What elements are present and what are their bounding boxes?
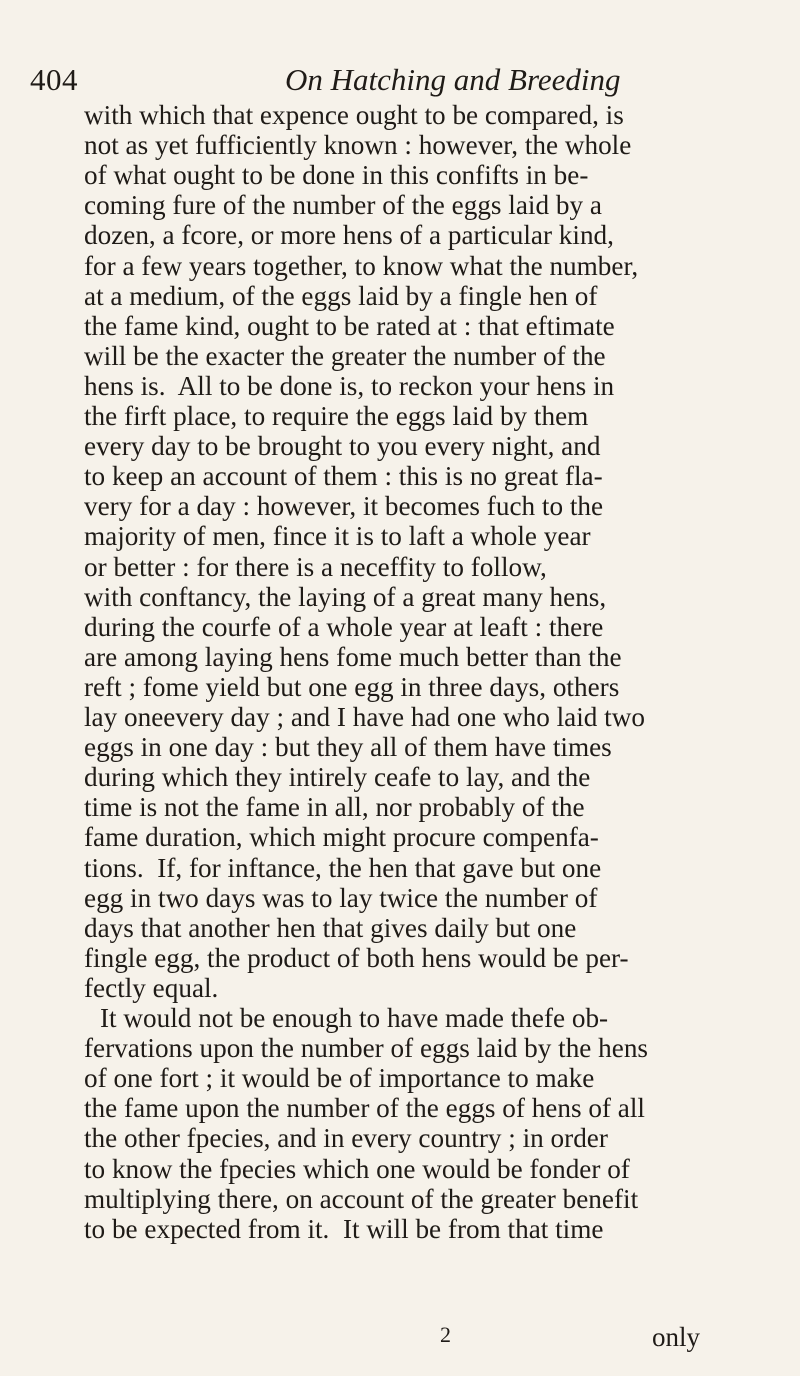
page-footer [0, 1322, 800, 1358]
text-line: egg in two days was to lay twice the number of [84, 882, 598, 913]
signature-mark: 2 [440, 1322, 451, 1347]
text-line: not as yet fufficiently known : however, the whole [84, 130, 632, 161]
text-line: of one fort ; it would be of importance to make [84, 1063, 595, 1094]
text-line: fervations upon the number of eggs laid by the hens [84, 1033, 649, 1064]
text-line: the fame kind, ought to be rated at : that eftimate [84, 310, 615, 341]
text-line: fame duration, which might procure compenfa- [84, 822, 599, 853]
text-line: dozen, a fcore, or more hens of a particular kind, [84, 220, 614, 251]
text-line: tions. If, for inftance, the hen that gave but one [84, 852, 602, 883]
text-line: to be expected from it. It will be from that time [84, 1213, 604, 1244]
text-line: for a few years together, to know what the number, [84, 250, 639, 281]
text-line: eggs in one day : but they all of them have times [84, 732, 612, 763]
page-number: 404 [30, 62, 78, 97]
text-line: coming fure of the number of the eggs laid by a [84, 190, 602, 221]
text-line: during the courfe of a whole year at leaft : there [84, 611, 604, 642]
text-line: lay oneevery day ; and I have had one who laid two [84, 702, 645, 732]
running-head: On Hatching and Breeding [285, 62, 621, 97]
text-line: the firft place, to require the eggs laid by them [84, 401, 589, 431]
text-line: are among laying hens fome much better than the [84, 641, 622, 672]
text-line: every day to be brought to you every night, and [84, 431, 601, 462]
text-line: to keep an account of them : this is no great fla- [84, 461, 603, 492]
text-line: will be the exacter the greater the number of the [84, 340, 606, 371]
text-line: It would not be enough to have made thefe ob- [100, 1003, 609, 1033]
catchword: only [652, 1322, 701, 1352]
text-line: hens is. All to be done is, to reckon your hens in [84, 370, 615, 401]
text-line: reft ; fome yield but one egg in three days, others [84, 671, 620, 702]
text-line: with which that expence ought to be compared, is [84, 100, 624, 130]
text-line: time is not the fame in all, nor probably of the [84, 792, 585, 823]
text-line: fingle egg, the product of both hens would be per- [84, 942, 629, 973]
text-line: of what ought to be done in this confifts in be- [84, 160, 589, 191]
text-line: very for a day : however, it becomes fuch to the [84, 491, 604, 522]
text-line: at a medium, of the eggs laid by a fingle hen of [84, 280, 598, 311]
text-line: the fame upon the number of the eggs of hens of all [84, 1093, 645, 1124]
text-line: the other fpecies, and in every country ; in order [84, 1123, 608, 1154]
text-line: or better : for there is a neceffity to follow, [84, 551, 547, 582]
text-line: during which they intirely ceafe to lay, and the [84, 762, 591, 793]
text-line: multiplying there, on account of the greater benefit [84, 1183, 639, 1214]
text-line: to know the fpecies which one would be fonder of [84, 1153, 630, 1184]
text-line: with conftancy, the laying of a great many hens, [84, 581, 607, 612]
text-line: fectly equal. [84, 972, 219, 1003]
text-line: days that another hen that gives daily but one [84, 912, 577, 943]
text-line: majority of men, fince it is to laft a whole year [84, 521, 591, 552]
